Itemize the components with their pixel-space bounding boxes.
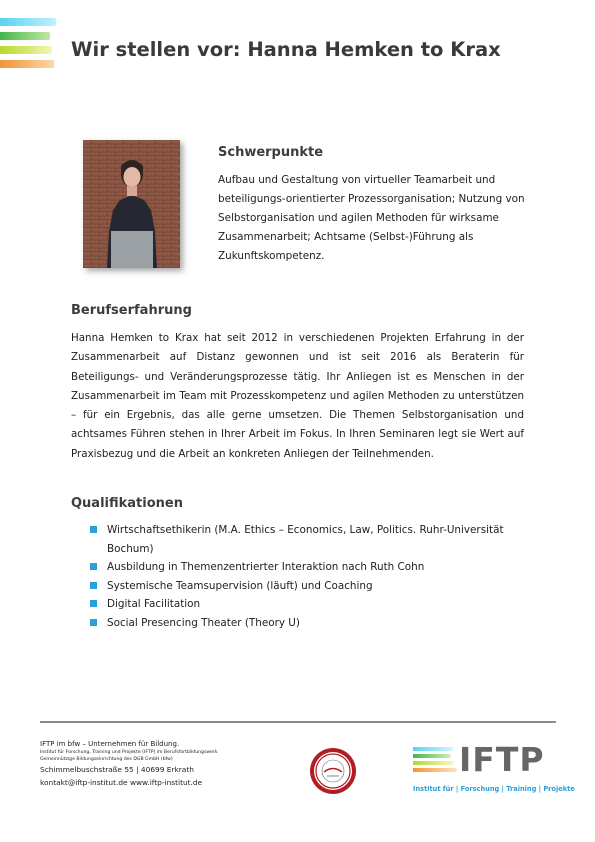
portrait-image xyxy=(83,140,180,268)
schwerpunkte-text xyxy=(218,171,534,266)
footer-contact: kontakt@iftp-institut.de www.iftp-institut.de xyxy=(40,778,203,787)
stripe-lime xyxy=(0,46,52,54)
qualifikation-text: Ausbildung in Themenzentrierter Interaktion nach Ruth Cohn xyxy=(107,561,425,573)
schwerpunkte-line: Zukunftskompetenz. xyxy=(218,250,325,262)
footer-charity: Gemeinnützige Bildungseinrichtung des DGB GmbH (bfw) xyxy=(40,757,173,762)
logo-wordmark: IFTP xyxy=(459,740,545,779)
footer xyxy=(40,739,217,789)
qualifikation-item xyxy=(90,521,530,558)
stripe-green xyxy=(0,32,50,40)
qualifikationen-heading: Qualifikationen xyxy=(71,496,183,511)
page-title: Wir stellen vor: Hanna Hemken to Krax xyxy=(71,38,501,61)
stripe-orange xyxy=(0,60,54,68)
schwerpunkte-line: Aufbau und Gestaltung von virtueller Teamarbeit und xyxy=(218,174,496,186)
portrait-photo xyxy=(83,140,180,268)
schwerpunkte-line: beteiligungs-orientierter Prozessorganisation; Nutzung von xyxy=(218,193,525,205)
qualifikation-item xyxy=(90,558,530,577)
schwerpunkte-line: Zusammenarbeit; Achtsame (Selbst-)Führung als xyxy=(218,231,474,243)
header-color-stripes xyxy=(0,18,62,74)
qualifikation-text: Systemische Teamsupervision (läuft) und Coaching xyxy=(107,579,373,592)
qualifikation-text: Social Presencing Theater (Theory U) xyxy=(107,616,300,629)
logo-subtitle: Institut für | Forschung | Training | Projekte xyxy=(413,785,575,793)
square-bullet-icon xyxy=(90,582,97,589)
iftp-logo xyxy=(413,740,575,797)
schwerpunkte-line: Selbstorganisation und agilen Methoden für wirksame xyxy=(218,212,499,224)
qualifikation-text: Wirtschaftsethikerin (M.A. Ethics – Economics, Law, Politics. Ruhr-Universität Bochum) xyxy=(107,524,504,555)
footer-divider xyxy=(40,721,556,723)
footer-address: Schimmelbuschstraße 55 | 40699 Erkrath xyxy=(40,765,194,774)
footer-institute: Institut für Forschung, Training und Projekte (IFTP) im Berufsfortbildungswerk xyxy=(40,750,218,755)
qualifikation-text: Digital Facilitation xyxy=(107,598,201,610)
qualifikation-item xyxy=(90,595,530,614)
schwerpunkte-heading: Schwerpunkte xyxy=(218,145,324,160)
square-bullet-icon xyxy=(90,563,97,570)
qualifikation-item xyxy=(90,614,530,633)
square-bullet-icon xyxy=(90,526,97,533)
square-bullet-icon xyxy=(90,619,97,626)
qualifikation-item xyxy=(90,577,530,596)
logo-stripes xyxy=(413,747,457,775)
berufserfahrung-heading: Berufserfahrung xyxy=(71,303,192,318)
footer-tagline: IFTP im bfw – Unternehmen für Bildung. xyxy=(40,740,180,748)
square-bullet-icon xyxy=(90,600,97,607)
qualifikationen-list xyxy=(90,521,530,632)
stripe-cyan xyxy=(0,18,56,26)
certification-seal-icon xyxy=(309,747,357,795)
berufserfahrung-text: Hanna Hemken to Krax hat seit 2012 in verschiedenen Projekten Erfahrung in der Zusammenarbeit auf Distanz gewonnen und ist seit 2016 als Beraterin für Beteiligungs- und Veränderungsprozesse tätig. Ihr Anliegen ist es Menschen in der Zusammenarbeit im Team mit Prozesskompetenz und agilen Methoden zu unterstützen – für ein Ergebnis, das alle gerne umsetzen. Die Themen Selbstorganisation und achtsames Führen stehen in Ihrer Arbeit im Fokus. In Ihren Seminaren legt sie Wert auf Praxisbezug und die Arbeit an konkreten Anliegen der Teilnehmenden. xyxy=(71,332,524,460)
